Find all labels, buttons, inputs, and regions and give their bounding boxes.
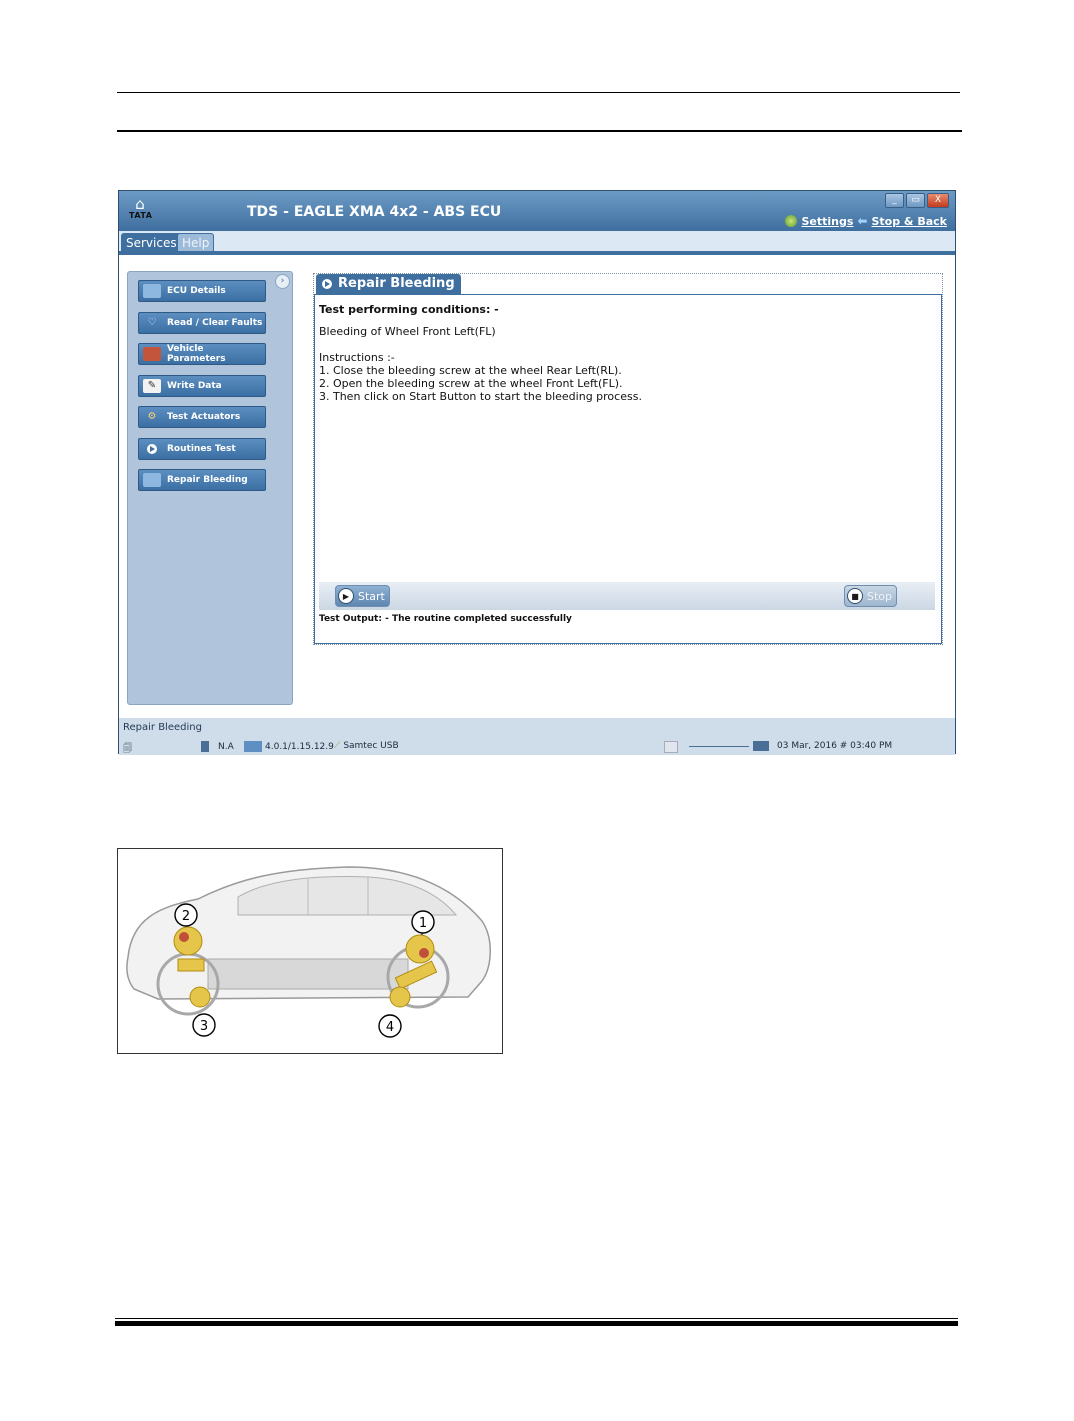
footer-rule-thick	[115, 1321, 958, 1326]
tata-logo	[125, 197, 155, 227]
action-bar	[319, 582, 935, 610]
callout-4	[379, 1015, 401, 1037]
test-output-label: Test Output	[319, 614, 379, 624]
window-controls	[885, 193, 949, 208]
condition-text: Bleeding of Wheel Front Left(FL)	[319, 325, 496, 338]
title-bar	[119, 191, 955, 231]
version-status	[244, 741, 334, 752]
header-rule-top	[117, 92, 960, 93]
restore-button[interactable]: ▭	[906, 193, 925, 208]
content-tab-label: Repair Bleeding	[338, 276, 455, 291]
svg-text:2: 2	[181, 909, 191, 924]
app-title: TDS - EAGLE XMA 4x2 - ABS ECU	[247, 204, 502, 220]
stop-button[interactable]	[844, 585, 897, 607]
instruction-step: 1. Close the bleeding screw at the wheel Rear Left(RL).	[319, 364, 622, 377]
sidebar-item-label: Routines Test	[167, 444, 236, 454]
sidebar-item-vehicle-parameters[interactable]	[138, 343, 266, 365]
interface-status	[334, 741, 399, 751]
usb-icon: ⟋	[334, 741, 341, 751]
ecu-icon	[143, 284, 161, 298]
play-icon	[322, 279, 332, 289]
close-button[interactable]: X	[927, 193, 949, 208]
battery-status	[201, 741, 234, 752]
stop-back-link[interactable]: Stop & Back	[871, 214, 947, 228]
status-title: Repair Bleeding	[123, 722, 202, 733]
sidebar-item-label: Read / Clear Faults	[167, 318, 263, 328]
footer-rule-thin	[115, 1318, 958, 1319]
start-button[interactable]	[335, 585, 390, 607]
tab-help[interactable]: Help	[177, 233, 214, 252]
actuator-icon: ⚙	[147, 411, 157, 422]
callout-2	[175, 904, 197, 926]
sidebar-item-label: ECU Details	[167, 286, 226, 296]
instruction-step: 3. Then click on Start Button to start the bleeding process.	[319, 390, 642, 403]
sidebar-item-ecu-details[interactable]	[138, 280, 266, 302]
repair-bleeding-panel	[314, 294, 942, 644]
main-area	[119, 255, 955, 718]
test-output	[319, 614, 572, 624]
slider-right-icon	[753, 741, 769, 751]
tab-bar	[119, 231, 955, 255]
stop-icon: ■	[847, 588, 863, 604]
battery-value: N.A	[218, 741, 234, 752]
sidebar-item-repair-bleeding[interactable]	[138, 469, 266, 491]
tab-repair-bleeding[interactable]	[316, 274, 461, 294]
interface-value: Samtec USB	[343, 741, 399, 751]
briefcase-icon: 🗐	[123, 744, 132, 754]
tata-logo-text: TATA	[129, 211, 153, 220]
header-rule-bottom	[117, 130, 962, 132]
battery-icon	[201, 741, 209, 752]
instructions-title: Instructions :-	[319, 351, 395, 364]
sidebar-item-routines-test[interactable]	[138, 438, 266, 460]
tds-app-window	[118, 190, 956, 754]
sidebar-item-label: Write Data	[167, 381, 222, 391]
settings-icon	[785, 215, 797, 227]
sidebar-item-write-data[interactable]	[138, 375, 266, 397]
settings-link[interactable]: Settings	[801, 214, 854, 228]
svg-text:3: 3	[199, 1019, 209, 1034]
sidebar-item-label: Vehicle Parameters	[166, 344, 226, 364]
zoom-slider[interactable]	[689, 746, 749, 747]
tab-services[interactable]: Services	[121, 233, 182, 252]
stop-label: Stop	[866, 589, 892, 603]
sidebar-item-label: Repair Bleeding	[167, 475, 248, 485]
stethoscope-icon: ♡	[147, 317, 157, 328]
status-bar	[119, 718, 955, 755]
services-sidebar	[127, 271, 293, 705]
callout-3	[193, 1014, 215, 1036]
write-icon: ✎	[143, 379, 161, 393]
window-icon	[244, 741, 262, 752]
brake-location-figure	[117, 848, 503, 1054]
back-arrow-icon: ⬅	[857, 214, 868, 228]
car-illustration	[118, 849, 502, 1053]
version-value: 4.0.1/1.15.12.9	[265, 741, 334, 752]
play-icon: ▶	[338, 588, 354, 604]
ecu-icon	[143, 473, 161, 487]
instruction-step: 2. Open the bleeding screw at the wheel Front Left(FL).	[319, 377, 623, 390]
content-pane	[313, 273, 943, 645]
play-icon	[143, 442, 161, 456]
conditions-heading: Test performing conditions: -	[319, 303, 499, 316]
slider-left-icon	[664, 741, 678, 753]
svg-text:4: 4	[385, 1020, 395, 1035]
sidebar-item-read-clear-faults[interactable]	[138, 312, 266, 334]
collapse-sidebar-button[interactable]: ›	[275, 274, 290, 289]
tata-logo-icon: ⌂	[135, 195, 145, 213]
parameters-icon	[143, 347, 161, 361]
sidebar-item-test-actuators[interactable]	[138, 406, 266, 428]
status-datetime: 03 Mar, 2016 # 03:40 PM	[777, 741, 893, 751]
status-row	[119, 738, 955, 755]
test-output-value: : - The routine completed successfully	[378, 614, 572, 624]
start-label: Start	[358, 589, 385, 603]
minimize-button[interactable]: _	[885, 193, 904, 208]
svg-text:1: 1	[418, 916, 428, 931]
top-links	[785, 214, 947, 228]
sidebar-item-label: Test Actuators	[167, 412, 241, 422]
